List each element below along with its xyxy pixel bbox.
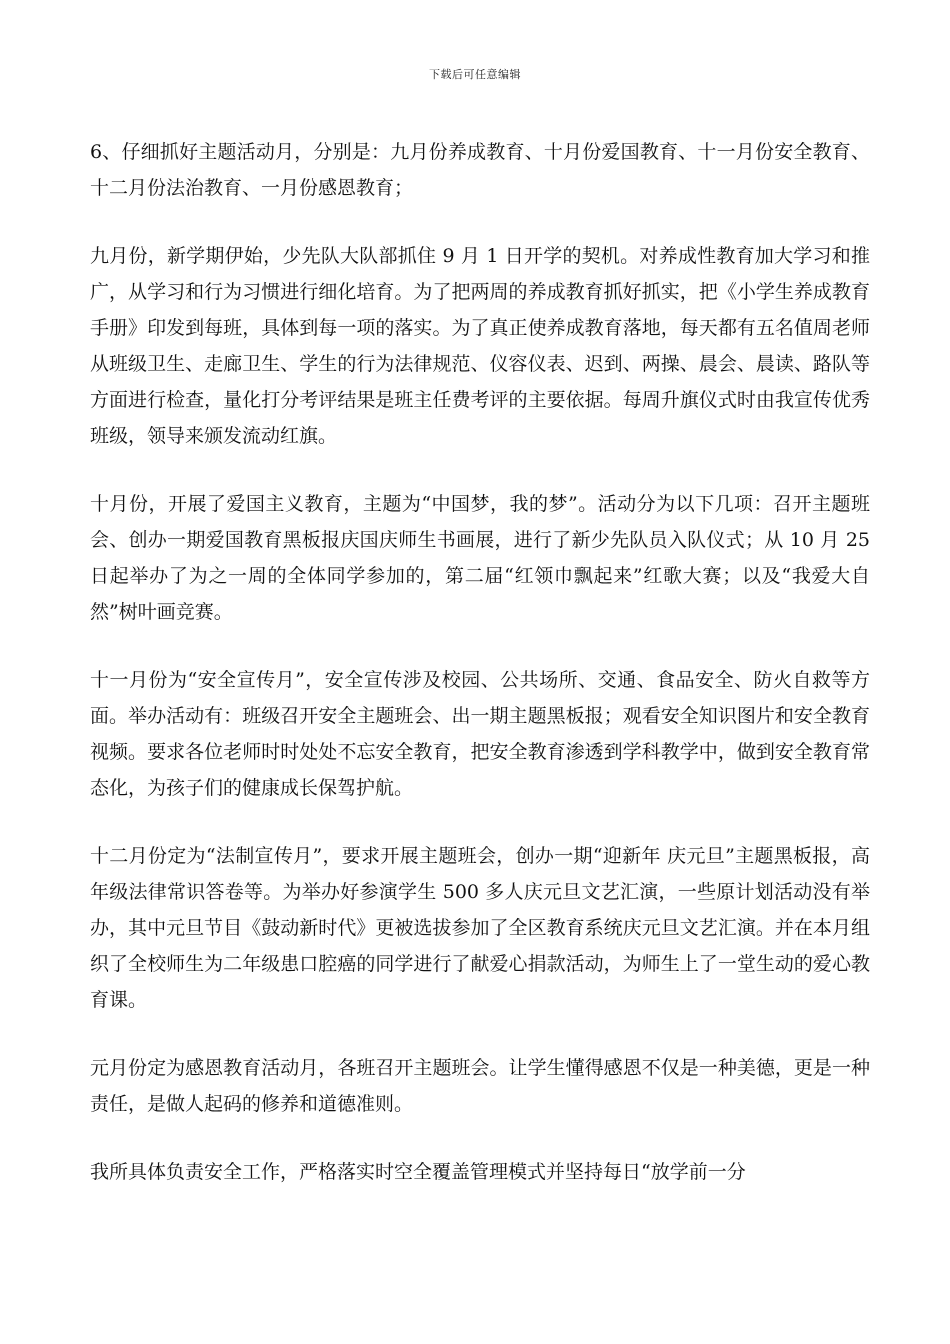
paragraph-november: 十一月份为“安全宣传月”，安全宣传涉及校园、公共场所、交通、食品安全、防火自救等方面。举办活动有：班级召开安全主题班会、出一期主题黑板报；观看安全知识图片和安全教育视频。要求各位老师时时处处不忘安全教育，把安全教育渗透到学科教学中，做到安全教育常态化，为孩子们的健康成长保驾护航。 [90, 669, 870, 799]
page-header-note: 下载后可任意编辑 [429, 68, 521, 81]
paragraph-january: 元月份定为感恩教育活动月，各班召开主题班会。让学生懂得感恩不仅是一种美德，更是一种责任，是做人起码的修养和道德准则。 [90, 1057, 870, 1115]
document-body [90, 134, 870, 1190]
paragraph-october: 十月份，开展了爱国主义教育，主题为“中国梦，我的梦”。活动分为以下几项：召开主题班会、创办一期爱国教育黑板报庆国庆师生书画展，进行了新少先队员入队仪式；从 10 月 25 日起举办了为之一周的全体同学参加的，第二届“红领巾飘起来”红歌大赛；以及“我爱大自然”树叶画竞赛。 [90, 493, 870, 623]
paragraph-december: 十二月份定为“法制宣传月”，要求开展主题班会，创办一期“迎新年 庆元旦”主题黑板报，高年级法律常识答卷等。为举办好参演学生 500 多人庆元旦文艺汇演，一些原计划活动没有举办，其中元旦节目《鼓动新时代》更被选拔参加了全区教育系统庆元旦文艺汇演。并在本月组织了全校师生为二年级患口腔癌的同学进行了献爱心捐款活动，为师生上了一堂生动的爱心教育课。 [90, 845, 870, 1011]
paragraph-theme-months: 6、仔细抓好主题活动月，分别是：九月份养成教育、十月份爱国教育、十一月份安全教育、十二月份法治教育、一月份感恩教育； [90, 141, 870, 199]
paragraph-september: 九月份，新学期伊始，少先队大队部抓住 9 月 1 日开学的契机。对养成性教育加大学习和推广，从学习和行为习惯进行细化培育。为了把两周的养成教育抓好抓实，把《小学生养成教育手册》印发到每班，具体到每一项的落实。为了真正使养成教育落地，每天都有五名值周老师从班级卫生、走廊卫生、学生的行为法律规范、仪容仪表、迟到、两操、晨会、晨读、路队等方面进行检查，量化打分考评结果是班主任费考评的主要依据。每周升旗仪式时由我宣传优秀班级，领导来颁发流动红旗。 [90, 245, 870, 447]
paragraph-safety-work: 我所具体负责安全工作，严格落实时空全覆盖管理模式并坚持每日“放学前一分 [90, 1161, 746, 1183]
